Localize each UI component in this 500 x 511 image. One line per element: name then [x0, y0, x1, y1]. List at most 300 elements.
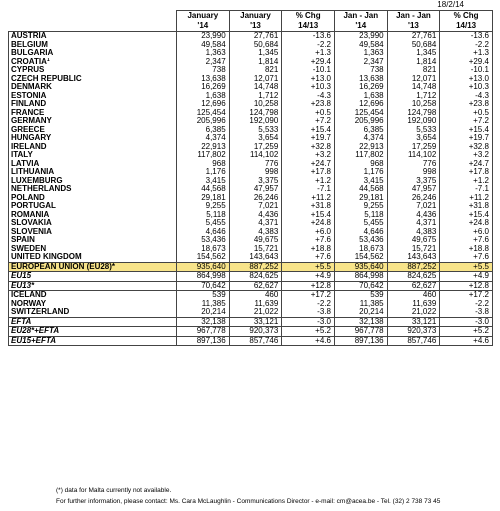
value-cell: 11,639 — [387, 300, 440, 309]
country-cell — [9, 66, 177, 75]
subheader-col-6: 14/13 — [440, 21, 493, 32]
value-cell: 460 — [387, 291, 440, 300]
value-cell: 117,802 — [334, 151, 387, 160]
country-name: EU13* — [11, 281, 35, 290]
table-row — [9, 109, 493, 118]
country-cell — [9, 100, 177, 109]
value-cell: +0.5 — [440, 109, 493, 118]
value-cell: +29.4 — [282, 58, 335, 67]
value-cell: 11,385 — [177, 300, 230, 309]
table-row — [9, 168, 493, 177]
value-cell: 22,913 — [177, 143, 230, 152]
value-cell: -4.3 — [282, 92, 335, 101]
value-cell: 33,121 — [387, 317, 440, 327]
value-cell: -2.2 — [440, 300, 493, 309]
country-name: POLAND — [11, 193, 45, 202]
value-cell: 738 — [334, 66, 387, 75]
value-cell: 3,415 — [334, 177, 387, 186]
value-cell: 29,181 — [334, 194, 387, 203]
value-cell: 7,021 — [229, 202, 282, 211]
value-cell: +1.3 — [440, 49, 493, 58]
value-cell: +17.2 — [440, 291, 493, 300]
country-cell — [9, 308, 177, 317]
value-cell: 27,761 — [229, 32, 282, 41]
value-cell: 1,345 — [229, 49, 282, 58]
country-name: NORWAY — [11, 299, 47, 308]
value-cell: 460 — [229, 291, 282, 300]
value-cell: 53,436 — [334, 236, 387, 245]
value-cell: 11,639 — [229, 300, 282, 309]
value-cell: 821 — [387, 66, 440, 75]
country-name: AUSTRIA — [11, 31, 47, 40]
country-cell — [9, 134, 177, 143]
value-cell: +29.4 — [440, 58, 493, 67]
value-cell: 12,071 — [229, 75, 282, 84]
value-cell: 47,957 — [387, 185, 440, 194]
value-cell: +4.9 — [282, 272, 335, 282]
value-cell: 6,385 — [334, 126, 387, 135]
contact-line: For further information, please contact: Ms. Cara McLaughlin - Communications Director - e-mail: cm@acea.be - Tel. (32) 2 738 73 45 — [56, 498, 441, 505]
subheader-col-5: '13 — [387, 21, 440, 32]
country-name: SLOVAKIA — [11, 219, 52, 227]
value-cell: -2.2 — [282, 41, 335, 50]
country-cell — [9, 262, 177, 272]
value-cell: 44,568 — [334, 185, 387, 194]
country-cell — [9, 272, 177, 282]
value-cell: 20,214 — [177, 308, 230, 317]
country-name: IRELAND — [11, 142, 47, 151]
country-name: EU28*+EFTA — [11, 326, 60, 335]
value-cell: 205,996 — [177, 117, 230, 126]
country-cell — [9, 58, 177, 67]
country-cell — [9, 228, 177, 237]
value-cell: +31.8 — [440, 202, 493, 211]
country-name: CYPRUS — [11, 66, 45, 74]
country-cell — [9, 336, 177, 346]
value-cell: -13.6 — [282, 32, 335, 41]
value-cell: 44,568 — [177, 185, 230, 194]
country-cell — [9, 327, 177, 337]
value-cell: 17,259 — [387, 143, 440, 152]
value-cell: +13.0 — [440, 75, 493, 84]
country-name: EU15 — [11, 271, 32, 280]
table-row — [9, 100, 493, 109]
value-cell: 70,642 — [177, 281, 230, 291]
footnote-marker: 1 — [46, 57, 50, 63]
value-cell: 4,371 — [387, 219, 440, 228]
value-cell: +5.5 — [282, 262, 335, 272]
value-cell: 968 — [177, 160, 230, 169]
value-cell: +17.2 — [282, 291, 335, 300]
table-row — [9, 228, 493, 237]
value-cell: +18.8 — [440, 245, 493, 254]
value-cell: 3,375 — [387, 177, 440, 186]
value-cell: +1.2 — [440, 177, 493, 186]
value-cell: +5.2 — [440, 327, 493, 337]
country-cell — [9, 219, 177, 228]
value-cell: -10.1 — [282, 66, 335, 75]
value-cell: 21,022 — [387, 308, 440, 317]
value-cell: 967,778 — [334, 327, 387, 337]
header-col-5: Jan - Jan — [387, 11, 440, 22]
value-cell: 21,022 — [229, 308, 282, 317]
table-row — [9, 32, 493, 41]
value-cell: 6,385 — [177, 126, 230, 135]
value-cell: 62,627 — [229, 281, 282, 291]
table-row — [9, 143, 493, 152]
value-cell: +15.4 — [440, 211, 493, 220]
value-cell: 738 — [177, 66, 230, 75]
value-cell: 143,643 — [229, 253, 282, 262]
value-cell: 4,374 — [334, 134, 387, 143]
value-cell: 192,090 — [229, 117, 282, 126]
value-cell: -7.1 — [440, 185, 493, 194]
value-cell: +11.2 — [440, 194, 493, 203]
value-cell: 114,102 — [387, 151, 440, 160]
value-cell: 5,455 — [334, 219, 387, 228]
table-row — [9, 262, 493, 272]
value-cell: 864,998 — [177, 272, 230, 282]
value-cell: 998 — [229, 168, 282, 177]
value-cell: 49,584 — [334, 41, 387, 50]
country-name: PORTUGAL — [11, 202, 56, 210]
value-cell: +3.2 — [440, 151, 493, 160]
value-cell: 5,533 — [387, 126, 440, 135]
country-cell — [9, 41, 177, 50]
value-cell: 32,138 — [177, 317, 230, 327]
subheader-col-1: '14 — [177, 21, 230, 32]
value-cell: 968 — [334, 160, 387, 169]
value-cell: 967,778 — [177, 327, 230, 337]
value-cell: 998 — [387, 168, 440, 177]
table-row — [9, 272, 493, 282]
subheader-col-2: '13 — [229, 21, 282, 32]
country-name: LITHUANIA — [11, 168, 55, 176]
value-cell: -10.1 — [440, 66, 493, 75]
value-cell: 18,673 — [177, 245, 230, 254]
value-cell: 26,246 — [229, 194, 282, 203]
country-cell — [9, 49, 177, 58]
value-cell: -3.0 — [440, 317, 493, 327]
country-cell — [9, 236, 177, 245]
value-cell: 776 — [229, 160, 282, 169]
table-row — [9, 83, 493, 92]
country-cell — [9, 211, 177, 220]
value-cell: 5,118 — [334, 211, 387, 220]
value-cell: 935,640 — [177, 262, 230, 272]
value-cell: -3.8 — [282, 308, 335, 317]
value-cell: +1.2 — [282, 177, 335, 186]
value-cell: 539 — [177, 291, 230, 300]
table-row — [9, 281, 493, 291]
value-cell: 2,347 — [177, 58, 230, 67]
country-cell — [9, 185, 177, 194]
value-cell: +10.3 — [282, 83, 335, 92]
value-cell: +7.2 — [282, 117, 335, 126]
value-cell: 1,712 — [229, 92, 282, 101]
country-name: BULGARIA — [11, 49, 54, 57]
value-cell: 3,375 — [229, 177, 282, 186]
value-cell: +23.8 — [282, 100, 335, 109]
value-cell: +7.6 — [282, 236, 335, 245]
country-name: CZECH REPUBLIC — [11, 74, 82, 83]
value-cell: +24.8 — [440, 219, 493, 228]
table-row — [9, 300, 493, 309]
value-cell: +31.8 — [282, 202, 335, 211]
header-col-2: January — [229, 11, 282, 22]
country-name: BELGIUM — [11, 40, 48, 49]
value-cell: 776 — [387, 160, 440, 169]
country-cell — [9, 109, 177, 118]
value-cell: +32.8 — [282, 143, 335, 152]
value-cell: 9,255 — [177, 202, 230, 211]
country-name: NETHERLANDS — [11, 185, 72, 193]
value-cell: 47,957 — [229, 185, 282, 194]
country-name: EU15+EFTA — [11, 336, 56, 345]
country-cell — [9, 160, 177, 169]
value-cell: 920,373 — [229, 327, 282, 337]
country-name: SWEDEN — [11, 244, 47, 253]
table-row — [9, 253, 493, 262]
country-name: GERMANY — [11, 117, 52, 125]
value-cell: 5,118 — [177, 211, 230, 220]
value-cell: 935,640 — [334, 262, 387, 272]
value-cell: 20,214 — [334, 308, 387, 317]
country-name: SWITZERLAND — [11, 308, 70, 316]
value-cell: 1,814 — [387, 58, 440, 67]
value-cell: 1,345 — [387, 49, 440, 58]
value-cell: +24.8 — [282, 219, 335, 228]
value-cell: 897,136 — [334, 336, 387, 346]
table-row — [9, 185, 493, 194]
country-cell — [9, 151, 177, 160]
footnote: (*) data for Malta currently not available. — [56, 487, 172, 494]
value-cell: +15.4 — [440, 126, 493, 135]
value-cell: 1,712 — [387, 92, 440, 101]
table-row — [9, 202, 493, 211]
country-cell — [9, 117, 177, 126]
value-cell: 192,090 — [387, 117, 440, 126]
country-cell — [9, 32, 177, 41]
table-row — [9, 134, 493, 143]
country-cell — [9, 92, 177, 101]
country-cell — [9, 291, 177, 300]
value-cell: -7.1 — [282, 185, 335, 194]
registrations-table — [8, 10, 493, 346]
value-cell: +3.2 — [282, 151, 335, 160]
value-cell: 13,638 — [334, 75, 387, 84]
value-cell: 857,746 — [229, 336, 282, 346]
value-cell: -13.6 — [440, 32, 493, 41]
table-row — [9, 317, 493, 327]
value-cell: +12.8 — [440, 281, 493, 291]
table-row — [9, 75, 493, 84]
subheader-col-3: 14/13 — [282, 21, 335, 32]
value-cell: 117,802 — [177, 151, 230, 160]
header-blank — [9, 11, 177, 22]
value-cell: 14,748 — [387, 83, 440, 92]
value-cell: 49,675 — [229, 236, 282, 245]
value-cell: +7.6 — [282, 253, 335, 262]
table-body — [9, 32, 493, 346]
value-cell: +10.3 — [440, 83, 493, 92]
value-cell: 10,258 — [387, 100, 440, 109]
country-cell — [9, 202, 177, 211]
value-cell: 50,684 — [229, 41, 282, 50]
value-cell: +15.4 — [282, 126, 335, 135]
value-cell: +0.5 — [282, 109, 335, 118]
value-cell: 1,814 — [229, 58, 282, 67]
value-cell: +17.8 — [440, 168, 493, 177]
value-cell: 16,269 — [177, 83, 230, 92]
value-cell: 154,562 — [334, 253, 387, 262]
value-cell: 887,252 — [387, 262, 440, 272]
value-cell: 920,373 — [387, 327, 440, 337]
value-cell: +7.6 — [440, 236, 493, 245]
value-cell: +6.0 — [282, 228, 335, 237]
table-row — [9, 160, 493, 169]
country-cell — [9, 300, 177, 309]
value-cell: 4,371 — [229, 219, 282, 228]
country-name: EFTA — [11, 317, 32, 326]
value-cell: 154,562 — [177, 253, 230, 262]
value-cell: +17.8 — [282, 168, 335, 177]
value-cell: 125,454 — [334, 109, 387, 118]
table-row — [9, 219, 493, 228]
value-cell: +18.8 — [282, 245, 335, 254]
value-cell: -2.2 — [440, 41, 493, 50]
value-cell: 9,255 — [334, 202, 387, 211]
value-cell: 26,246 — [387, 194, 440, 203]
value-cell: 33,121 — [229, 317, 282, 327]
value-cell: 4,646 — [334, 228, 387, 237]
subheader-blank — [9, 21, 177, 32]
value-cell: 3,654 — [387, 134, 440, 143]
table-row — [9, 194, 493, 203]
table-row — [9, 66, 493, 75]
country-cell — [9, 177, 177, 186]
value-cell: 2,347 — [334, 58, 387, 67]
value-cell: +19.7 — [282, 134, 335, 143]
value-cell: 3,654 — [229, 134, 282, 143]
country-cell — [9, 245, 177, 254]
value-cell: +1.3 — [282, 49, 335, 58]
value-cell: 1,638 — [177, 92, 230, 101]
value-cell: 4,383 — [229, 228, 282, 237]
header-row — [9, 11, 493, 22]
value-cell: 4,374 — [177, 134, 230, 143]
country-name: LATVIA — [11, 159, 40, 168]
value-cell: 14,748 — [229, 83, 282, 92]
value-cell: 17,259 — [229, 143, 282, 152]
table-row — [9, 92, 493, 101]
table-row — [9, 308, 493, 317]
table-row — [9, 117, 493, 126]
value-cell: +24.7 — [282, 160, 335, 169]
value-cell: 32,138 — [334, 317, 387, 327]
value-cell: 125,454 — [177, 109, 230, 118]
value-cell: +12.8 — [282, 281, 335, 291]
value-cell: 124,798 — [387, 109, 440, 118]
value-cell: 53,436 — [177, 236, 230, 245]
table-row — [9, 291, 493, 300]
table-row — [9, 151, 493, 160]
country-name: LUXEMBURG — [11, 176, 63, 185]
table-row — [9, 126, 493, 135]
value-cell: +32.8 — [440, 143, 493, 152]
report-date: 18/2/14 — [437, 0, 464, 9]
country-cell — [9, 168, 177, 177]
country-cell — [9, 317, 177, 327]
value-cell: +11.2 — [282, 194, 335, 203]
value-cell: 539 — [334, 291, 387, 300]
value-cell: -3.8 — [440, 308, 493, 317]
country-name: GREECE — [11, 125, 45, 134]
country-cell — [9, 194, 177, 203]
value-cell: 824,625 — [229, 272, 282, 282]
table-row — [9, 177, 493, 186]
value-cell: 1,638 — [334, 92, 387, 101]
value-cell: -2.2 — [282, 300, 335, 309]
country-cell — [9, 143, 177, 152]
table-row — [9, 49, 493, 58]
header-col-4: Jan - Jan — [334, 11, 387, 22]
value-cell: 15,721 — [229, 245, 282, 254]
value-cell: 4,646 — [177, 228, 230, 237]
value-cell: 821 — [229, 66, 282, 75]
value-cell: 864,998 — [334, 272, 387, 282]
value-cell: 887,252 — [229, 262, 282, 272]
country-cell — [9, 253, 177, 262]
value-cell: 13,638 — [177, 75, 230, 84]
value-cell: 1,363 — [177, 49, 230, 58]
value-cell: 7,021 — [387, 202, 440, 211]
table-row — [9, 211, 493, 220]
value-cell: +4.6 — [282, 336, 335, 346]
value-cell: +24.7 — [440, 160, 493, 169]
value-cell: 18,673 — [334, 245, 387, 254]
country-name: FRANCE — [11, 108, 45, 117]
value-cell: 10,258 — [229, 100, 282, 109]
country-name: ICELAND — [11, 290, 47, 299]
value-cell: 22,913 — [334, 143, 387, 152]
subheader-col-4: '14 — [334, 21, 387, 32]
value-cell: 1,176 — [334, 168, 387, 177]
value-cell: 62,627 — [387, 281, 440, 291]
value-cell: 3,415 — [177, 177, 230, 186]
country-name: ESTONIA — [11, 91, 47, 100]
value-cell: 143,643 — [387, 253, 440, 262]
value-cell: +5.5 — [440, 262, 493, 272]
table-row — [9, 236, 493, 245]
value-cell: 205,996 — [334, 117, 387, 126]
value-cell: 15,721 — [387, 245, 440, 254]
value-cell: +5.2 — [282, 327, 335, 337]
value-cell: 70,642 — [334, 281, 387, 291]
value-cell: 49,675 — [387, 236, 440, 245]
header-col-1: January — [177, 11, 230, 22]
value-cell: 4,436 — [387, 211, 440, 220]
value-cell: 4,383 — [387, 228, 440, 237]
value-cell: +4.9 — [440, 272, 493, 282]
country-name: UNITED KINGDOM — [11, 253, 82, 261]
header-col-6: % Chg — [440, 11, 493, 22]
value-cell: 5,455 — [177, 219, 230, 228]
value-cell: 1,176 — [177, 168, 230, 177]
value-cell: -3.0 — [282, 317, 335, 327]
table-row — [9, 327, 493, 337]
value-cell: 12,071 — [387, 75, 440, 84]
